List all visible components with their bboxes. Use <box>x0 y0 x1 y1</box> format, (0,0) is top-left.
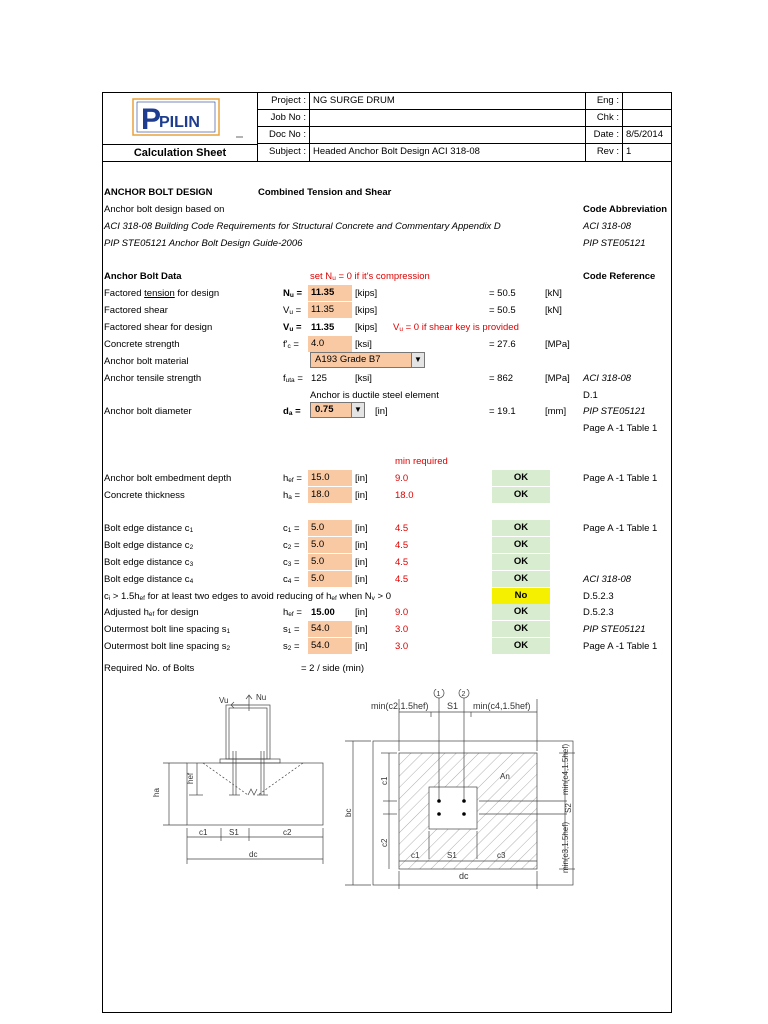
tensile-label: Anchor tensile strength <box>104 373 202 384</box>
spacing-s2-unit: [in] <box>355 641 368 652</box>
edge-c2-symbol: $c_2$ = <box>283 540 300 551</box>
spacing-s2-min: 3.0 <box>395 641 409 652</box>
tensile-converted: = 862 <box>489 373 514 384</box>
spacing-s1-symbol: $s_1$ = <box>283 624 300 635</box>
job-no-value[interactable] <box>310 110 586 127</box>
embedment-ref: Page A -1 Table 1 <box>583 473 658 484</box>
tensile-symbol: $f_{uta}$ = <box>283 373 303 384</box>
eng-value[interactable] <box>623 93 671 110</box>
adjusted-hef-unit: [in] <box>355 607 368 618</box>
diagram-top-mid-label: S1 <box>447 701 459 711</box>
chk-value[interactable] <box>623 110 671 127</box>
ductile-note: Anchor is ductile steel element <box>310 390 439 401</box>
edge-c1-label: Bolt edge distance $c_1$ <box>104 523 194 534</box>
diagram-cz-label: c2 <box>380 838 389 847</box>
spacing-s2-label: Outermost bolt line spacing $s_2$ <box>104 641 231 652</box>
two-edges-status: No <box>492 588 550 604</box>
tensile-value: 125 <box>311 373 327 384</box>
embedment-input[interactable]: 15.0 <box>308 470 352 486</box>
tension-converted-unit: [kN] <box>545 288 562 299</box>
shear-design-label: Factored shear for design <box>104 322 213 333</box>
spacing-s1-unit: [in] <box>355 624 368 635</box>
chevron-down-icon[interactable]: ▼ <box>351 403 364 417</box>
material-select[interactable]: A193 Grade B7 ▼ <box>310 352 425 368</box>
design-subtitle: Combined Tension and Shear <box>258 187 392 198</box>
edge-c4-symbol: $c_4$ = <box>283 574 300 585</box>
edge-c2-status: OK <box>492 537 550 553</box>
spacing-s1-input[interactable]: 54.0 <box>308 621 352 637</box>
edge-c1-status: OK <box>492 520 550 536</box>
calculation-sheet <box>102 92 672 1013</box>
embedment-label: Anchor bolt embedment depth <box>104 473 232 484</box>
diagram-circle-2: 2 <box>461 691 466 698</box>
edge-c4-status: OK <box>492 571 550 587</box>
ductile-ref: D.1 <box>583 390 598 401</box>
calculation-sheet-title: Calculation Sheet <box>103 144 258 161</box>
diagram-dc-label: dc <box>249 850 258 859</box>
diagram-c2-label: c2 <box>283 828 292 837</box>
tensile-unit: [ksi] <box>355 373 372 384</box>
tension-unit: [kips] <box>355 288 378 299</box>
edge-c4-min: 4.5 <box>395 574 409 585</box>
diameter-select[interactable]: 0.75 ▼ <box>310 402 365 418</box>
rev-label: Rev : <box>586 144 623 161</box>
logo-area <box>103 93 258 144</box>
thickness-label: Concrete thickness <box>104 490 185 501</box>
adjusted-hef-ref: D.5.2.3 <box>583 607 614 618</box>
diagram-right-bottom-label: min(c3,1.5hef) <box>561 821 570 873</box>
shear-converted: = 50.5 <box>489 305 516 316</box>
chevron-down-icon[interactable]: ▼ <box>411 353 424 367</box>
concrete-symbol: $f'_c$ = <box>283 339 299 350</box>
diagram-nu-label: Nu <box>256 693 267 702</box>
edge-c3-symbol: $c_3$ = <box>283 557 300 568</box>
edge-c1-symbol: $c_1$ = <box>283 523 300 534</box>
date-label: Date : <box>586 127 623 144</box>
diagram-bottom-s1-label: S1 <box>447 851 457 860</box>
sheet-header <box>103 93 671 161</box>
adjusted-hef-label: Adjusted $h_{ef}$ for design <box>104 607 199 618</box>
subject-value[interactable]: Headed Anchor Bolt Design ACI 318-08 <box>310 144 586 161</box>
plan-view-diagram <box>339 689 669 889</box>
spacing-s1-ref: PIP STE05121 <box>583 624 646 635</box>
edge-c2-min: 4.5 <box>395 540 409 551</box>
diameter-unit: [in] <box>375 406 388 417</box>
diagram-c1-label: c1 <box>199 828 208 837</box>
embedment-symbol: $h_{ef}$ = <box>283 473 302 484</box>
concrete-converted: = 27.6 <box>489 339 516 350</box>
subject-label: Subject : <box>258 144 310 161</box>
embedment-status: OK <box>492 470 550 486</box>
based-on-label: Anchor bolt design based on <box>104 204 225 215</box>
two-edges-ref: D.5.2.3 <box>583 591 614 602</box>
required-bolts-value: = 2 / side (min) <box>301 663 365 674</box>
diagram-right-top-label: min(c4,1.5hef) <box>561 743 570 795</box>
spacing-s2-ref: Page A -1 Table 1 <box>583 641 658 652</box>
thickness-unit: [in] <box>355 490 368 501</box>
spacing-s1-status: OK <box>492 621 550 637</box>
project-value[interactable]: NG SURGE DRUM <box>310 93 586 110</box>
edge-c1-input[interactable]: 5.0 <box>308 520 352 536</box>
adjusted-hef-symbol: $h_{ef}$ = <box>283 607 302 618</box>
shear-design-symbol: $V_u$ = <box>283 322 302 333</box>
compression-note: set $N_u = 0$ if it's compression <box>310 271 430 282</box>
diagram-an-label: An <box>500 772 510 781</box>
project-label: Project : <box>258 93 310 110</box>
reference-aci: ACI 318-08 Building Code Requirements for Structural Concrete and Commentary Appendix D <box>104 221 501 232</box>
design-title: ANCHOR BOLT DESIGN <box>104 187 213 198</box>
chk-label: Chk : <box>586 110 623 127</box>
company-logo <box>103 93 258 144</box>
thickness-status: OK <box>492 487 550 503</box>
job-no-label: Job No : <box>258 110 310 127</box>
edge-c4-input[interactable]: 5.0 <box>308 571 352 587</box>
diameter-ref-table: Page A -1 Table 1 <box>583 423 658 434</box>
concrete-label: Concrete strength <box>104 339 180 350</box>
adjusted-hef-min: 9.0 <box>395 607 409 618</box>
edge-c1-ref: Page A -1 Table 1 <box>583 523 658 534</box>
edge-c2-label: Bolt edge distance $c_2$ <box>104 540 194 551</box>
diagram-circle-1: 1 <box>436 691 441 698</box>
anchor-bolt-data-title: Anchor Bolt Data <box>104 271 182 282</box>
tension-label: Factored tension for design <box>104 288 220 299</box>
diagram-bottom-c3-label: c3 <box>497 851 506 860</box>
diameter-ref: PIP STE05121 <box>583 406 646 417</box>
edge-c3-status: OK <box>492 554 550 570</box>
shear-input[interactable]: 11.35 <box>308 302 352 318</box>
adjusted-hef-status: OK <box>492 604 550 620</box>
edge-c1-unit: [in] <box>355 523 368 534</box>
diagram-top-left-label: min(c2,1.5hef) <box>371 701 429 711</box>
edge-c3-min: 4.5 <box>395 557 409 568</box>
diameter-converted: = 19.1 <box>489 406 516 417</box>
shear-label: Factored shear <box>104 305 168 316</box>
code-reference-heading: Code Reference <box>583 271 656 282</box>
code-abbrev-heading: Code Abbreviation <box>583 204 668 215</box>
diagram-ci-label: c1 <box>380 776 389 785</box>
diameter-symbol: $d_a$ = <box>283 406 301 417</box>
diagram-bc-label: bc <box>344 808 353 817</box>
shear-converted-unit: [kN] <box>545 305 562 316</box>
shear-design-value: 11.35 <box>311 322 335 333</box>
edge-c3-label: Bolt edge distance $c_3$ <box>104 557 194 568</box>
reference-pip-abbrev: PIP STE05121 <box>583 238 646 249</box>
spacing-s1-label: Outermost bolt line spacing $s_1$ <box>104 624 231 635</box>
edge-c4-ref: ACI 318-08 <box>583 574 632 585</box>
diagram-top-right-label: min(c4,1.5hef) <box>473 701 531 711</box>
concrete-unit: [ksi] <box>355 339 372 350</box>
edge-c4-unit: [in] <box>355 574 368 585</box>
shear-key-note: $V_u = 0$ if shear key is provided <box>393 322 519 333</box>
tensile-ref: ACI 318-08 <box>583 373 632 384</box>
diagram-bottom-dc-label: dc <box>459 871 469 881</box>
edge-c4-label: Bolt edge distance $c_4$ <box>104 574 194 585</box>
diagram-bottom-c1-label: c1 <box>411 851 420 860</box>
reference-pip: PIP STE05121 Anchor Bolt Design Guide-2006 <box>104 238 303 249</box>
concrete-converted-unit: [MPa] <box>545 339 570 350</box>
thickness-input[interactable]: 18.0 <box>308 487 352 503</box>
thickness-min: 18.0 <box>395 490 414 501</box>
shear-unit: [kips] <box>355 305 378 316</box>
shear-symbol: $V_u$ = <box>283 305 302 316</box>
edge-c3-input[interactable]: 5.0 <box>308 554 352 570</box>
diagram-vu-label: Vu <box>219 696 229 705</box>
date-value[interactable]: 8/5/2014 <box>623 127 671 144</box>
tension-symbol: $N_u$ = <box>283 288 303 299</box>
logo-text: PILIN <box>159 114 200 131</box>
concrete-input[interactable]: 4.0 <box>308 336 352 352</box>
material-label: Anchor bolt material <box>104 356 189 367</box>
diagram-hef-label: hef <box>186 772 195 784</box>
spacing-s2-input[interactable]: 54.0 <box>308 638 352 654</box>
tensile-converted-unit: [MPa] <box>545 373 570 384</box>
spacing-s1-min: 3.0 <box>395 624 409 635</box>
diagram-ha-label: ha <box>152 788 161 797</box>
eng-label: Eng : <box>586 93 623 110</box>
thickness-symbol: $h_a$ = <box>283 490 301 501</box>
doc-no-value[interactable] <box>310 127 586 144</box>
doc-no-label: Doc No : <box>258 127 310 144</box>
edge-c3-unit: [in] <box>355 557 368 568</box>
side-elevation-diagram <box>123 691 343 871</box>
tension-input[interactable]: 11.35 <box>308 285 352 301</box>
embedment-unit: [in] <box>355 473 368 484</box>
two-edges-check-label: $c_i > 1.5h_{ef}$ for at least two edges to avoid reducing of $h_{ef}$ when $N_v > 0$ <box>104 591 392 602</box>
diagram-s2-label: S2 <box>564 803 573 813</box>
adjusted-hef-value: 15.00 <box>311 607 335 618</box>
spacing-s2-symbol: $s_2$ = <box>283 641 300 652</box>
edge-c1-min: 4.5 <box>395 523 409 534</box>
diagram-s1-label: S1 <box>229 828 239 837</box>
reference-aci-abbrev: ACI 318-08 <box>583 221 632 232</box>
logo-initial: P <box>141 103 162 136</box>
edge-c2-input[interactable]: 5.0 <box>308 537 352 553</box>
rev-value[interactable]: 1 <box>626 146 632 157</box>
shear-design-unit: [kips] <box>355 322 378 333</box>
diameter-label: Anchor bolt diameter <box>104 406 192 417</box>
edge-c2-unit: [in] <box>355 540 368 551</box>
embedment-min: 9.0 <box>395 473 409 484</box>
required-bolts-label: Required No. of Bolts <box>104 663 195 674</box>
min-required-heading: min required <box>395 456 448 467</box>
tension-converted: = 50.5 <box>489 288 516 299</box>
spacing-s2-status: OK <box>492 638 550 654</box>
diameter-converted-unit: [mm] <box>545 406 567 417</box>
